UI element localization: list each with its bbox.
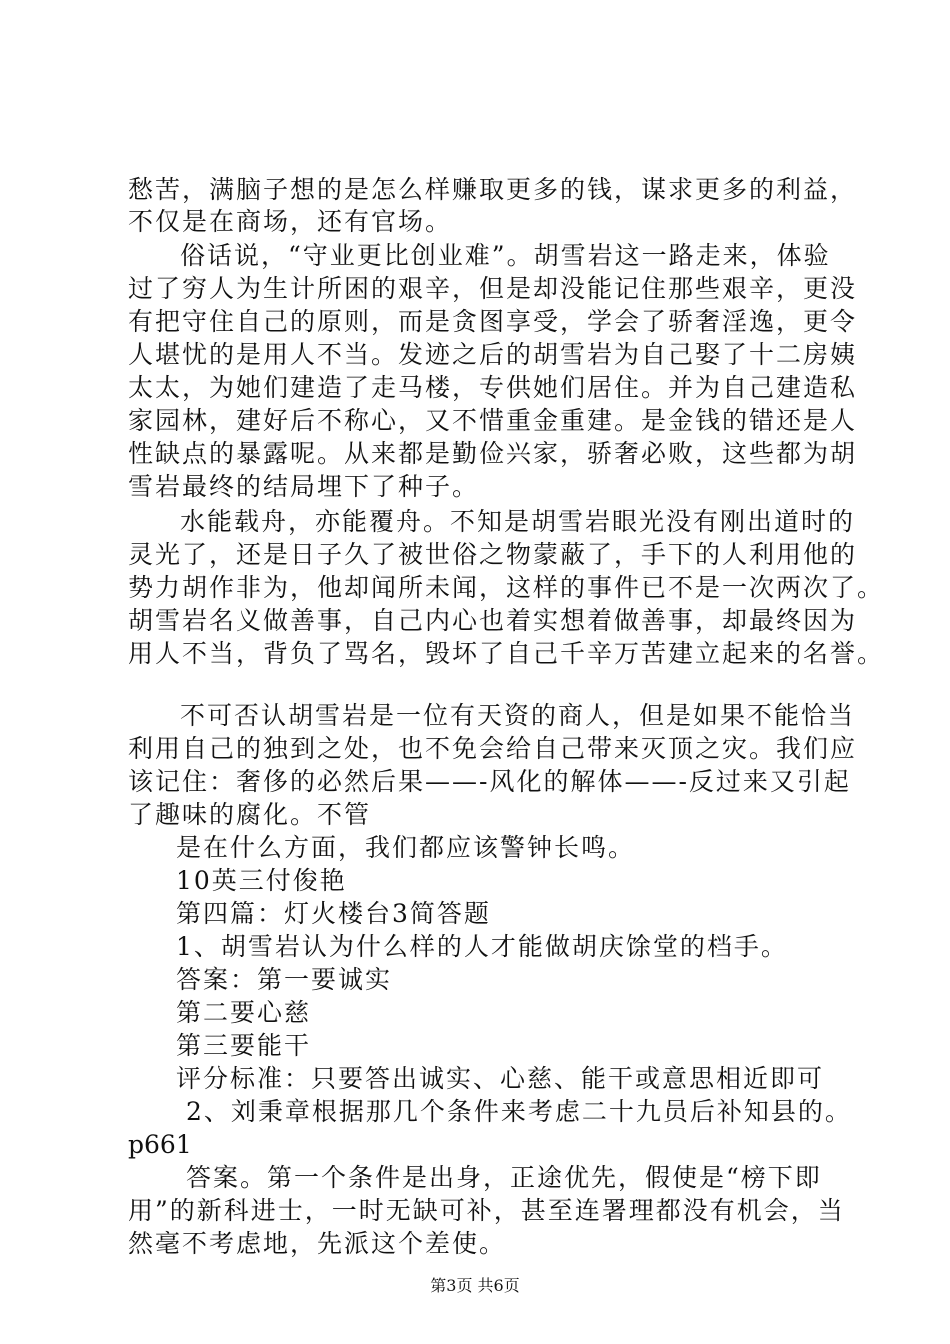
text-line: 水能载舟，亦能覆舟。不知是胡雪岩眼光没有刚出道时的 — [180, 507, 856, 536]
text-line: 用人不当，背负了骂名，毁坏了自己千辛万苦建立起来的名誉。 — [128, 639, 885, 668]
text-line: 利用自己的独到之处，也不免会给自己带来灭顶之灾。我们应 — [128, 734, 858, 763]
text-line: 然毫不考虑地，先派这个差使。 — [128, 1229, 507, 1258]
text-line: 了趣味的腐化。不管 — [128, 800, 372, 829]
text-line: 第四篇：灯火楼台3简答题 — [176, 899, 491, 928]
text-line: 胡雪岩名义做善事，自己内心也着实想着做善事，却最终因为 — [128, 606, 858, 635]
text-line: 评分标准：只要答出诚实、心慈、能干或意思相近即可 — [176, 1064, 825, 1093]
text-line: 灵光了，还是日子久了被世俗之物蒙蔽了，手下的人利用他的 — [128, 540, 858, 569]
text-line: 2、刘秉章根据那几个条件来考虑二十九员后补知县的。 — [186, 1097, 852, 1126]
text-line: 俗话说，“守业更比创业难”。胡雪岩这一路走来，体验 — [180, 241, 831, 270]
text-line: 势力胡作非为，他却闻所未闻，这样的事件已不是一次两次了。 — [128, 573, 885, 602]
text-line: 是在什么方面，我们都应该警钟长鸣。 — [176, 833, 636, 862]
text-line: 不仅是在商场，还有官场。 — [128, 207, 453, 236]
text-line: 愁苦，满脑子想的是怎么样赚取更多的钱，谋求更多的利益， — [128, 175, 858, 204]
text-line: 太太，为她们建造了走马楼，专供她们居住。并为自己建造私 — [128, 373, 858, 402]
text-line: 用”的新科进士，一时无缺可补，甚至连署理都没有机会，当 — [128, 1196, 845, 1225]
text-line: p661 — [128, 1130, 192, 1159]
text-line: 过了穷人为生计所困的艰辛，但是却没能记住那些艰辛，更没 — [128, 274, 858, 303]
text-line: 答案。第一个条件是出身，正途优先，假使是“榜下即 — [186, 1163, 822, 1192]
text-line: 雪岩最终的结局埋下了种子。 — [128, 472, 480, 501]
text-line: 人堪忧的是用人不当。发迹之后的胡雪岩为自己娶了十二房姨 — [128, 340, 858, 369]
text-line: 该记住：奢侈的必然后果——-风化的解体——-反过来又引起 — [128, 767, 851, 796]
text-line: 有把守住自己的原则，而是贪图享受，学会了骄奢淫逸，更令 — [128, 307, 858, 336]
text-line: 1、胡雪岩认为什么样的人才能做胡庆馀堂的档手。 — [176, 932, 788, 961]
page-number-footer: 第3页 共6页 — [430, 1276, 520, 1295]
text-line: 性缺点的暴露呢。从来都是勤俭兴家，骄奢必败，这些都为胡 — [128, 439, 858, 468]
text-line: 家园林，建好后不称心，又不惜重金重建。是金钱的错还是人 — [128, 406, 858, 435]
text-line: 不可否认胡雪岩是一位有天资的商人，但是如果不能恰当 — [180, 701, 856, 730]
text-line: 答案：第一要诚实 — [176, 965, 393, 994]
text-line: 第三要能干 — [176, 1031, 312, 1060]
text-line: 10英三付俊艳 — [176, 866, 347, 895]
text-line: 第二要心慈 — [176, 998, 312, 1027]
